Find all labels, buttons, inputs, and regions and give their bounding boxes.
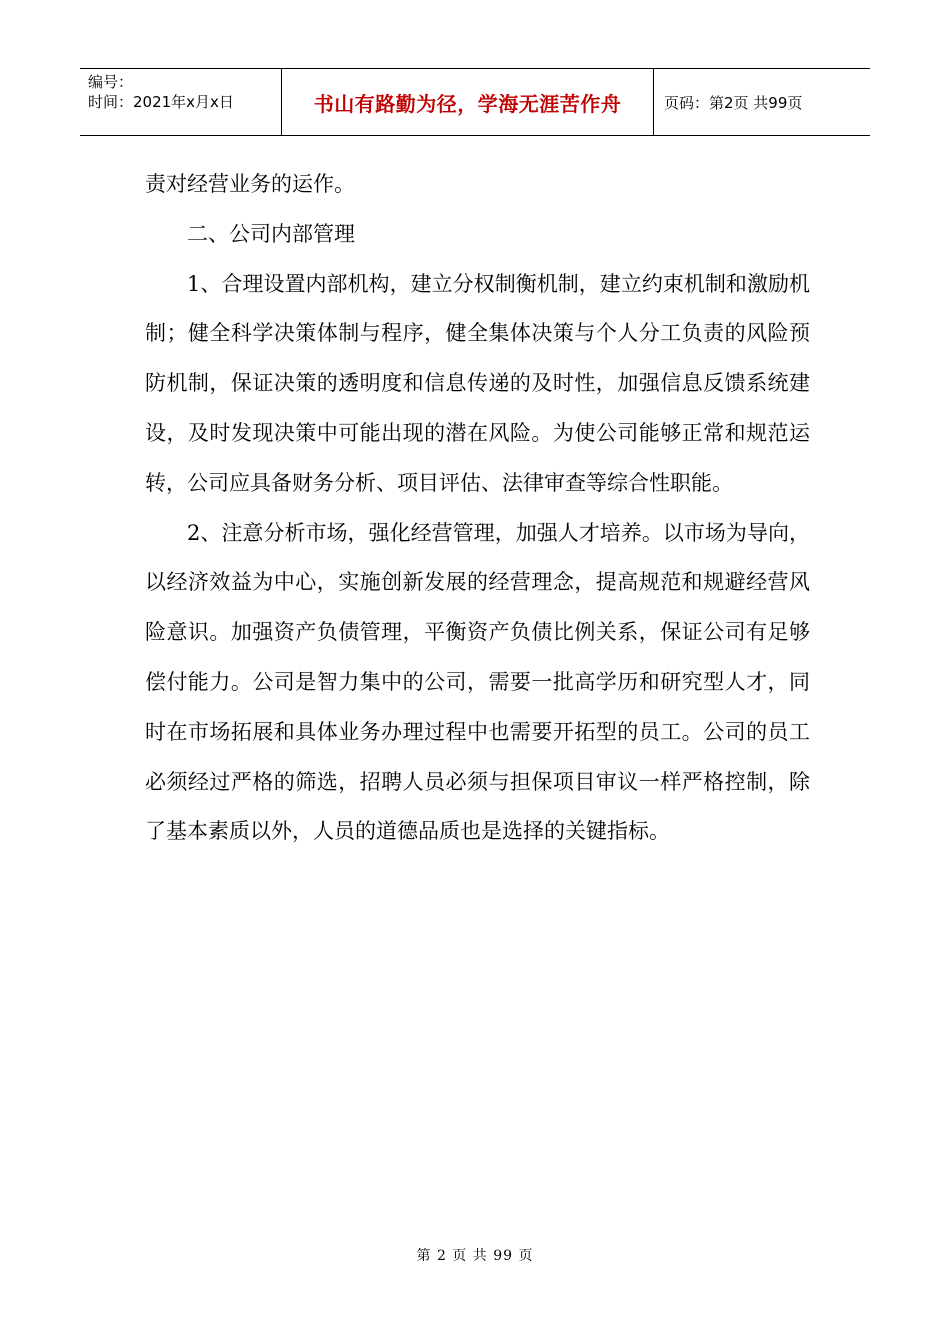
number-label: 编号： (88, 73, 134, 91)
header-page-info: 页码：第2页 共99页 (664, 93, 803, 112)
header-motto: 书山有路勤为径，学海无涯苦作舟 (282, 69, 654, 135)
header-meta (80, 69, 282, 135)
page-header (80, 68, 870, 136)
paragraph-item-2: 2、注意分析市场，强化经营管理，加强人才培养。以市场为导向，以经济效益为中心，实施创新发展的经营理念，提高规范和规避经营风险意识。加强资产负债管理，平衡资产负债比例关系，保证公司有足够偿付能力。公司是智力集中的公司，需要一批高学历和研究型人才，同时在市场拓展和具体业务办理过程中也需要开拓型的员工。公司的员工必须经过严格的筛选，招聘人员必须与担保项目审议一样严格控制，除了基本素质以外，人员的道德品质也是选择的关键指标。 (145, 520, 810, 844)
page-footer: 第 2 页 共 99 页 (416, 1248, 534, 1264)
section-heading: 二、公司内部管理 (187, 221, 355, 246)
date-label: 时间：2021年x月x日 (88, 93, 234, 111)
document-body (145, 160, 810, 857)
paragraph-continuation: 责对经营业务的运作。 (145, 172, 355, 196)
paragraph-item-1: 1、合理设置内部机构，建立分权制衡机制，建立约束机制和激励机制；健全科学决策体制与程序，健全集体决策与个人分工负责的风险预防机制，保证决策的透明度和信息传递的及时性，加强信息反馈系统建设，及时发现决策中可能出现的潜在风险。为使公司能够正常和规范运转，公司应具备财务分析、项目评估、法律审查等综合性职能。 (145, 271, 810, 495)
